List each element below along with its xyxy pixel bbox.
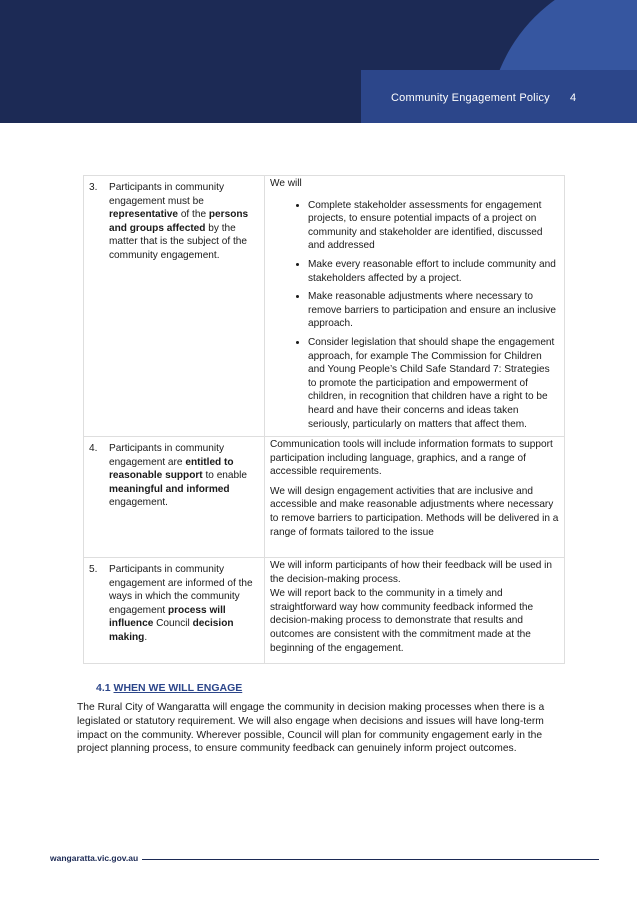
- principle-text: Participants in community engagement must be representative of the persons and groups affected by the matter that is the subject of the community engagement.: [109, 182, 249, 261]
- section-body: The Rural City of Wangaratta will engage the community in decision making processes when there is a legislated or statutory requirement. We will also engage when decisions and issues will have long-term impact on the community. Wherever possible, Council will plan for community engagement early in the project planning process, to ensure community feedback can genuinely inform project outcomes.: [77, 702, 545, 755]
- commitment-list: [270, 199, 560, 432]
- footer-divider: [142, 859, 599, 860]
- principle-cell: [84, 437, 265, 558]
- list-item: • Make every reasonable effort to include community and stakeholders affected by a project.: [308, 258, 560, 285]
- principle-text: Participants in community engagement are entitled to reasonable support to enable meaningful and informed engagement.: [109, 443, 248, 509]
- table-row: [84, 558, 565, 664]
- principle-number: 4.: [89, 443, 98, 455]
- page-number: 4: [570, 92, 577, 104]
- list-item: • Consider legislation that should shape the engagement approach, for example The Commission for Children and Young People’s Child Safe Standard 7: Strategies to promote the participation and empowerment of children, in recognition that children have a right to be heard and have their concerns and ideas taken seriously, particularly on matters that affect them.: [308, 336, 560, 431]
- commitment-paragraph: Communication tools will include information formats to support participation including language, graphics, and a range of accessible requirements.: [270, 439, 553, 478]
- footer-url[interactable]: wangaratta.vic.gov.au: [50, 853, 139, 863]
- commitment-cell: [265, 558, 565, 664]
- header-band: [0, 0, 637, 123]
- table-row: [84, 437, 565, 558]
- section-number: 4.1: [96, 682, 111, 694]
- principle-text: Participants in community engagement are informed of the ways in which the community engagement process will influence Council decision making.: [109, 564, 253, 644]
- list-item: • Make reasonable adjustments where necessary to remove barriers to participation and ensure an inclusive approach.: [308, 290, 560, 331]
- principle-cell: [84, 558, 265, 664]
- commitment-intro: We will: [270, 178, 302, 189]
- commitment-paragraph: We will inform participants of how their feedback will be used in the decision-making process.: [270, 560, 553, 585]
- principle-cell: [84, 176, 265, 437]
- document-title: Community Engagement Policy: [391, 92, 550, 104]
- section-heading: [96, 682, 242, 694]
- section-title: WHEN WE WILL ENGAGE: [113, 682, 243, 694]
- principle-number: 5.: [89, 564, 98, 576]
- list-item: • Complete stakeholder assessments for engagement projects, to ensure potential impacts of a project on community and stakeholder are identified, discussed and addressed: [308, 199, 560, 253]
- principles-table: [83, 175, 565, 664]
- principle-number: 3.: [89, 182, 98, 193]
- commitment-paragraph: We will report back to the community in a timely and straightforward way how community feedback informed the decision-making process to demonstrate that results and outcomes are consistent with the commitment made at the beginning of the engagement.: [270, 588, 534, 654]
- commitment-cell: [265, 437, 565, 558]
- table-row: [84, 176, 565, 437]
- commitment-cell: [265, 176, 565, 437]
- commitment-paragraph: We will design engagement activities that are inclusive and accessible and make reasonable adjustments where necessary to remove barriers to participation. Methods will be delivered in a range of formats tailored to the issue: [270, 485, 559, 538]
